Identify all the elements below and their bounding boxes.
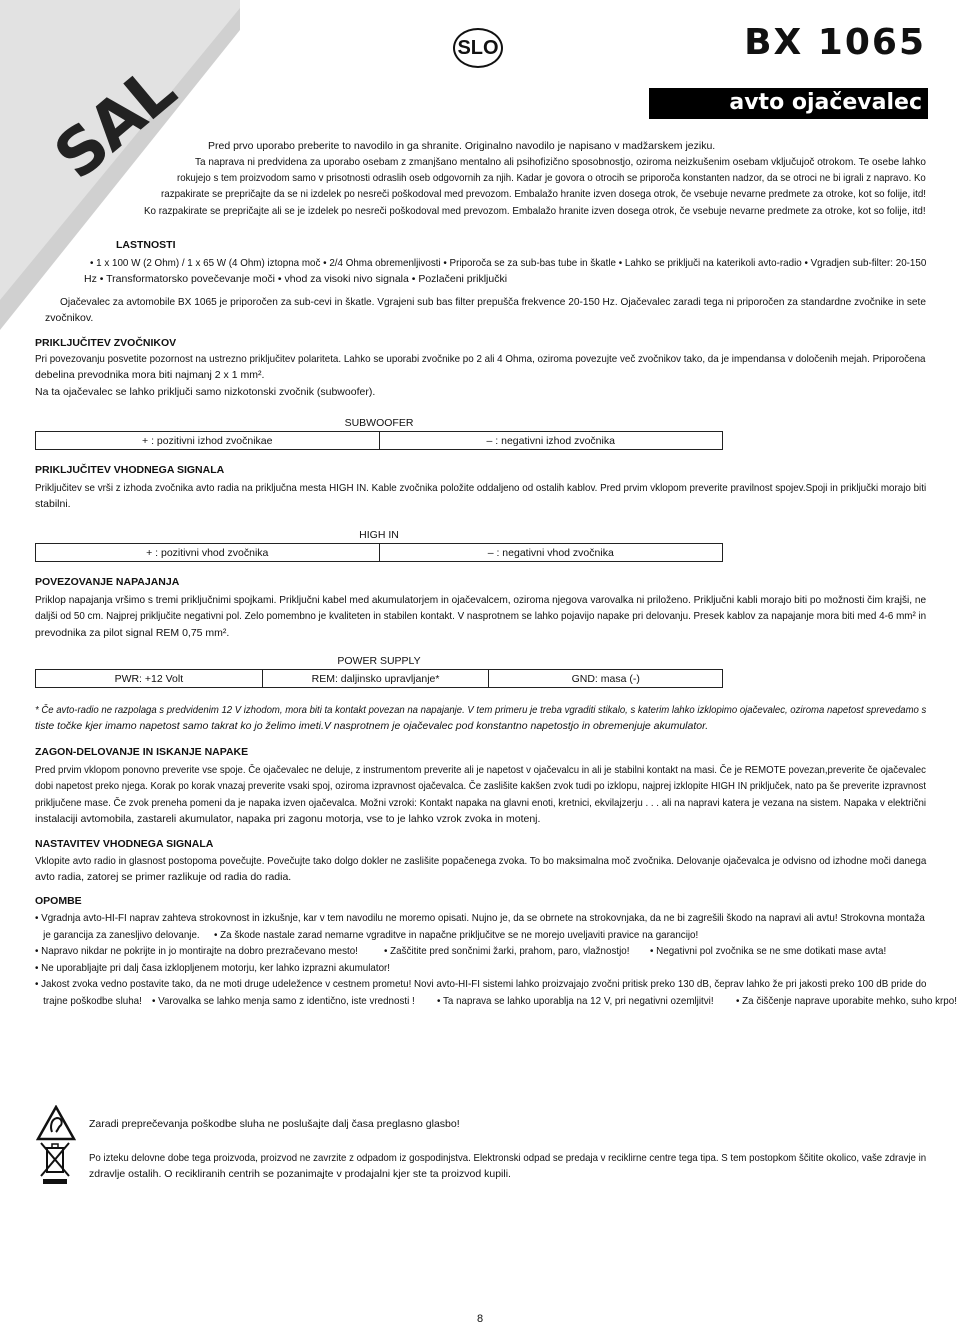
intro-line: Ta naprava ni predvidena za uporabo osebam z zmanjšano mentalno ali psihofizično sposobnostjo, oziroma neizkušenim osebam vključujoč otrokom. Te osebe lahko — [195, 156, 926, 168]
trouble-text: priključene mase. Če zvok preneha pomeni da je napaka izven ojačevalca. Možni vzroki: Kontakt napaka na glavni enoti, kretnici, ekvilajzerju . . . ali na napravi katera je vezana na sistem. Napaka v električni — [35, 797, 927, 809]
intro-line: Pred prvo uporabo preberite to navodilo in ga shranite. Originalno navodilo je napisano v madžarskem jeziku. — [208, 140, 716, 152]
level-text: Vklopite avto radio in glasnost postopoma povečujte. Povečujte tako dolgo dokler ne zaslišite popačenega zvoka. To bo maksimalna moč zvočnika. Delovanje ojačevalca je odvisno od izhodne moči danega — [35, 855, 927, 867]
power-note: tiste točke kjer imamo napetost samo takrat ko jo želimo imeti.V nasprotnem je ojačevalec pod konstantno napetostjo in obremenjuje akumulator. — [35, 720, 709, 732]
hearing-warning-text: Zaradi preprečevanja poškodbe sluha ne poslušajte dalj časa preglasno glasbo! — [89, 1118, 460, 1130]
power-pwr: PWR: +12 Volt — [36, 670, 263, 688]
high-in-minus: – : negativni vhod zvočnika — [379, 544, 723, 562]
speaker-conn-text: Na ta ojačevalec se lahko priključi samo nizkotonski zvočnik (subwoofer). — [35, 386, 376, 398]
notes-item: • Napravo nikdar ne pokrijte in jo montirajte na dobro prezračevano mesto! — [35, 945, 358, 957]
high-in-table-title: HIGH IN — [36, 526, 723, 544]
intro-line: Ko razpakirate se prepričajte ali se je izdelek po nesreči poškodoval med prevozom. Embalažo hranite izven dosega otrok, če vsebuje nevarne predmete za otroke, kot so folije, itd! — [144, 205, 926, 217]
power-note: * Če avto-radio ne razpolaga s predvidenim 12 V izhodom, mora biti ta kontakt povezan na napajanje. V tem primeru je treba vgraditi stikalo, s katerim lahko izklopimo ojačevalec, oziroma napetost sprevedamo s — [35, 704, 927, 716]
trouble-heading: ZAGON-DELOVANJE IN ISKANJE NAPAKE — [35, 746, 249, 758]
signal-conn-heading: PRIKLJUČITEV VHODNEGA SIGNALA — [35, 464, 225, 476]
power-table-title: POWER SUPPLY — [36, 652, 723, 670]
signal-conn-text: stabilni. — [35, 498, 71, 510]
subwoofer-table-title: SUBWOOFER — [36, 414, 723, 432]
notes-item: • Zaščitite pred sončnimi žarki, prahom, paro, vlažnostjo! — [383, 945, 630, 957]
notes-item: je garancija za zanesljivo delovanje. — [35, 928, 200, 941]
notes-item: • Za čiščenje naprave uporabite mehko, suho krpo! — [736, 994, 957, 1007]
notes-item: • Ta naprava se lahko uporablja na 12 V, pri negativni ozemljitvi! — [436, 994, 714, 1007]
power-supply-table — [35, 652, 723, 688]
ear-hazard-warning-icon — [36, 1105, 76, 1141]
power-text: Priklop napajanja vršimo s tremi priključnimi spojkami. Priključni kabel med akumulatorjem in ojačevalcem, oziroma njegova varovalka ni priloženo. Priključni kabli morajo biti po možnosti čim krajši, ne — [35, 594, 927, 606]
level-heading: NASTAVITEV VHODNEGA SIGNALA — [35, 838, 214, 850]
notes-item: • Vgradnja avto-HI-FI naprav zahteva strokovnost in izkušnje, kar v tem navodilu ne moremo opisati. Nujno je, da se obrnete na strokovnjaka, da ne bi zagrešili škodo na napravi ali avtu! Strokovna montaža — [35, 912, 925, 924]
features-desc: zvočnikov. — [45, 312, 94, 324]
notes-item: • Jakost zvoka vedno postavite tako, da ne moti druge udeležence v cestnem prometu! Novi avto-HI-FI sistemi lahko proizvajajo zvočni pritisk preko 130 dB, čeprav lahko že pri jakosti preko 100 dB pride do — [35, 978, 927, 990]
intro-line: rokujejo s tem proizvodom samo v prisotnosti odraslih oseb odgovornih za njih. Kadar je govora o otrocih se priporoča konstanten nadzor, da se otroci ne bi igrali z napravo. Ko — [177, 172, 926, 184]
high-in-plus: + : pozitivni vhod zvočnika — [36, 544, 380, 562]
features-line: Hz • Transformatorsko povečevanje moči • vhod za visoki nivo signala • Pozlačeni priključki — [84, 273, 508, 285]
subwoofer-plus: + : pozitivni izhod zvočnikae — [36, 432, 380, 450]
high-in-table — [35, 526, 723, 562]
language-badge: SLO — [453, 28, 503, 68]
subwoofer-minus: – : negativni izhod zvočnika — [379, 432, 723, 450]
features-heading: LASTNOSTI — [116, 239, 176, 251]
features-line: • 1 x 100 W (2 Ohm) / 1 x 65 W (4 Ohm) iztopna moč • 2/4 Ohma obremenljivosti • Priporoča se za sub-bas tube in škatle • Lahko se priključi na katerikoli avto-radio • Vgradjen sub-filter: 20-150 — [90, 257, 927, 269]
notes-heading: OPOMBE — [35, 895, 82, 907]
features-desc: Ojačevalec za avtomobile BX 1065 je priporočen za sub-cevi in škatle. Vgrajeni sub bas filter prepušča frekvence 20-150 Hz. Ojačevalec zaradi tega ni priporočen za standardne zvočnike in sete — [60, 296, 926, 308]
notes-list — [35, 910, 960, 1009]
model-title: BX 1065 — [744, 22, 926, 63]
notes-item: • Ne uporabljajte pri dalj časa izklopljenem motorju, ker lahko izprazni akumulator! — [35, 961, 391, 974]
speaker-conn-heading: PRIKLJUČITEV ZVOČNIKOV — [35, 337, 177, 349]
weee-text: Po izteku delovne dobe tega proizvoda, proizvod ne zavrzite z odpadom iz gospodinjstva. Elektronski odpad se predaja v reciklirne centre tega tipa. S tem postopkom ščitite okolico, vaše zdravje in — [89, 1152, 927, 1164]
power-heading: POVEZOVANJE NAPAJANJA — [35, 576, 180, 588]
signal-conn-text: Priključitev se vrši z izhoda zvočnika avto radia na priključna mesta HIGH IN. Kable zvočnika položite oddaljeno od ostalih kablov. Pred prvim vklopom preverite pravilnost spojev.Spoji in priključki morajo biti — [35, 482, 927, 494]
weee-text: zdravlje ostalih. O recikliranih centrih se pozanimajte v prodajalni kjer ste ta proizvod kupili. — [89, 1168, 511, 1180]
notes-item: • Negativni pol zvočnika se ne sme dotikati mase avta! — [649, 945, 886, 957]
trouble-text: Pred prvim vklopom ponovno preverite vse spoje. Če ojačevalec ne deluje, z instrumentom preverite ali je napetost v ojačevalcu in ali je stabilni kontakt na masi. Če je REMOTE povezan,preverite če ojačevalec — [35, 764, 926, 776]
notes-item: trajne poškodbe sluha! — [35, 994, 142, 1007]
power-text: daljši od 50 cm. Najprej priključite negativni pol. Zelo pomembno je kvaliteten in stabilen kontakt. V nasprotnem se lahko pojavijo napake pri delovanju. Presek kablov za napajanje mora biti med 4-6 mm² in — [35, 610, 927, 622]
trouble-text: dobi napetost preko njega. Korak po korak vnazaj preverite vsaki spoj, oziroma izpravnost ojačevalca. Če zaslišite kakšen zvok tudi po izklopu, najprej izklopite HIGH IN priključek, nato pa še preverite izpravnost — [35, 780, 927, 792]
power-gnd: GND: masa (-) — [489, 670, 723, 688]
speaker-conn-text: Pri povezovanju posvetite pozornost na ustrezno priključitev polaritetа. Lahko se uporabi zvočnike po 2 ali 4 Ohma, oziroma povezujte več zvočnikov tako, da je impendansa v določenih mejah. Priporočena — [35, 353, 926, 365]
intro-line: razpakirate se prepričajte da se ni izdelek po nesreči poškodoval med prevozom. Embalažo hranite izven dosega otrok, če vsebuje nevarne predmete za otroke, kot so folije, itd! — [161, 188, 927, 200]
notes-item: • Za škode nastale zarad nemarne vgraditve in napačne priključitve se ne morejo uveljaviti pravice na garancijo! — [214, 928, 699, 941]
power-rem: REM: daljinsko upravljanje* — [262, 670, 489, 688]
speaker-conn-text: debelina prevodnika mora biti najmanj 2 x 1 mm². — [35, 369, 265, 381]
svg-text:SAL: SAL — [41, 53, 189, 195]
notes-item: • Varovalka se lahko menja samo z identično, iste vrednosti ! — [152, 994, 416, 1007]
power-text: prevodnika za pilot signal REM 0,75 mm². — [35, 627, 230, 639]
product-subtitle: avto ojačevalec — [649, 88, 928, 119]
page-number: 8 — [476, 1313, 484, 1325]
level-text: avto radia, zatorej se primer razlikuje od radia do radia. — [35, 871, 292, 883]
crossed-bin-icon — [38, 1140, 72, 1186]
subwoofer-table — [35, 414, 723, 450]
trouble-text: instalaciji avtomobila, zastareli akumulator, napaka pri zagonu motorja, vse to je lahko vzrok zvoka in motenj. — [35, 813, 541, 825]
